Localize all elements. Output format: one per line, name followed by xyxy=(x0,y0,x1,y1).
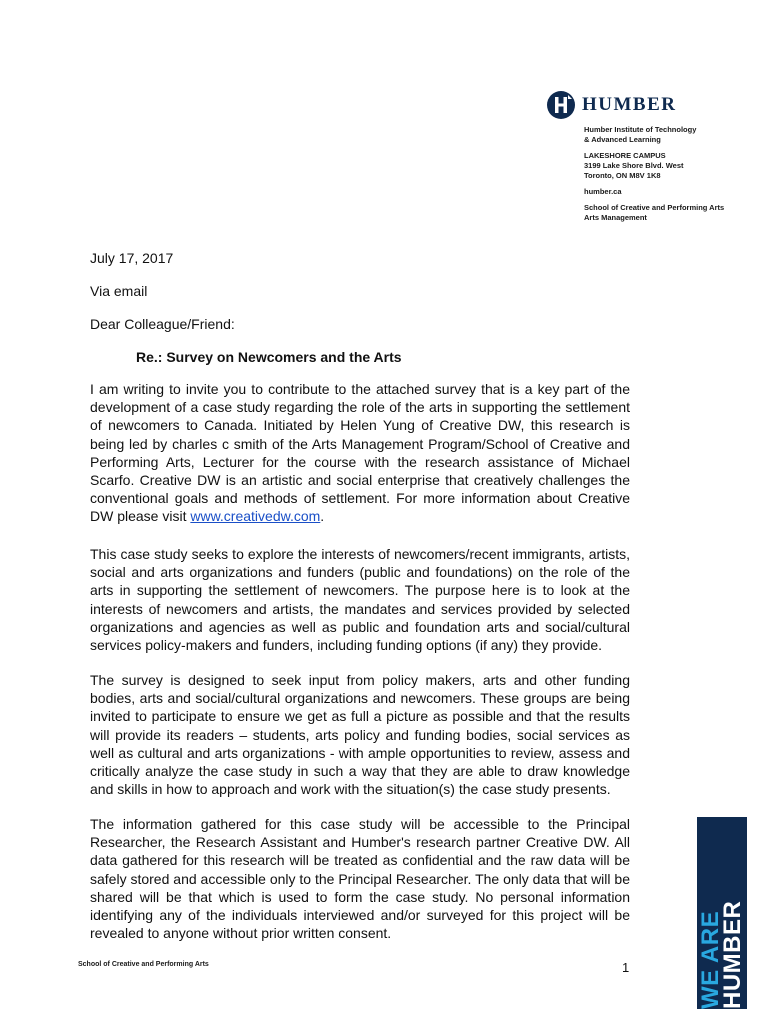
paragraph-3: The survey is designed to seek input from policy makers, arts and other funding bodies, arts and social/cultural organizations and newcomers. These groups are being invited to participate to ensure we get as full a picture as possible and that the results will provide its readers – students, arts policy and funding bodies, social services as well as cultural and arts organizations - with ample opportunities to review, assess and critically analyze the case study in such a way that they are able to draw knowledge and skills in how to approach and work with the situation(s) the case study presents. xyxy=(90,672,630,798)
subject-line: Re.: Survey on Newcomers and the Arts xyxy=(136,349,402,365)
footer-school: School of Creative and Performing Arts xyxy=(78,961,209,968)
humber-emblem-icon xyxy=(546,90,576,120)
delivery-method: Via email xyxy=(90,283,148,299)
school-name: School of Creative and Performing Arts xyxy=(584,203,725,212)
website: humber.ca xyxy=(584,187,622,196)
banner-text xyxy=(697,817,746,1009)
paragraph-1-end: . xyxy=(320,508,325,525)
we-are-humber-banner xyxy=(697,817,747,1009)
city-address: Toronto, ON M8V 1K8 xyxy=(584,171,661,180)
institute-line-1: Humber Institute of Technology xyxy=(584,125,697,134)
letter-date: July 17, 2017 xyxy=(90,250,174,266)
banner-humber: HUMBER xyxy=(719,900,746,1009)
paragraph-4: The information gathered for this case study will be accessible to the Principal Researcher, the Research Assistant and Humber's research partner Creative DW. All data gathered for this research will be treated as confidential and the raw data will be safely stored and accessible only to the Principal Researcher. The only data that will be shared will be that which is used to form the case study. No personal information identifying any of the individuals interviewed and/or surveyed for this project will be revealed to anyone without prior written consent. xyxy=(90,816,630,942)
page-number: 1 xyxy=(622,960,630,975)
program-name: Arts Management xyxy=(584,213,647,222)
brand-name: HUMBER xyxy=(582,94,677,115)
paragraph-1-text: I am writing to invite you to contribute to the attached survey that is a key part of the development of a case study regarding the role of the arts in supporting the settlement of newcomers to Canada. Initiated by Helen Yung of Creative DW, this research is being led by charles c smith of the Arts Management Program/School of Creative and Performing Arts, Lecturer for the course with the research assistance of Michael Scarfo. Creative DW is an artistic and social enterprise that creatively challenges the conventional goals and methods of settlement. For more information about Creative DW please visit xyxy=(90,381,630,525)
creativedw-link[interactable]: www.creativedw.com xyxy=(190,508,321,525)
institute-line-2: & Advanced Learning xyxy=(584,135,661,144)
paragraph-2: This case study seeks to explore the interests of newcomers/recent immigrants, artists, social and arts organizations and funders (public and foundations) on the role of the arts in supporting the settlement of newcomers. The purpose here is to look at the interests of newcomers and artists, the mandates and services provided by selected organizations and agencies as well as public and foundation arts and social/cultural services policy-makers and funders, including funding options (if any) they provide. xyxy=(90,546,630,654)
street-address: 3199 Lake Shore Blvd. West xyxy=(584,161,684,170)
salutation: Dear Colleague/Friend: xyxy=(90,316,235,332)
paragraph-1 xyxy=(90,380,630,526)
letterhead-address xyxy=(584,125,724,223)
banner-we-are: WE ARE xyxy=(697,910,724,1009)
humber-logo xyxy=(546,90,677,120)
campus-name: LAKESHORE CAMPUS xyxy=(584,151,666,160)
